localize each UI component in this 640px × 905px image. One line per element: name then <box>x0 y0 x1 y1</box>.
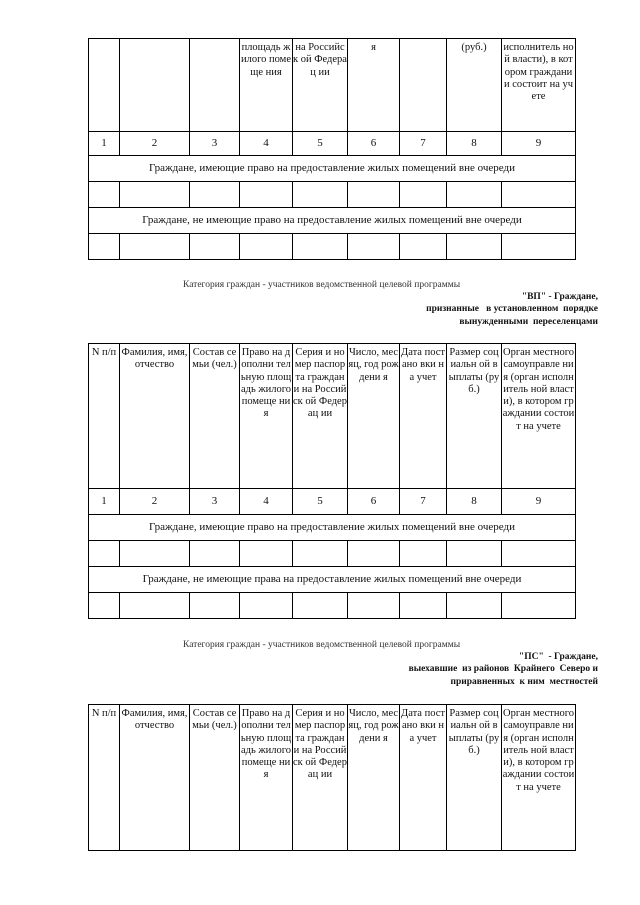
column-number: 7 <box>400 489 447 515</box>
category-description-line: выехавшие из районов Крайнего Северо и <box>408 664 598 674</box>
header-cell: Право на дополни тельную площадь жилого помеще ния <box>240 344 293 489</box>
header-cell: Дата постано вки на учет <box>400 705 447 851</box>
registry-table-vp <box>88 343 576 619</box>
category-description-line: вынужденными переселенцами <box>459 317 598 327</box>
category-code-line: "ПС" - Граждане, <box>518 652 598 662</box>
empty-row <box>89 541 576 567</box>
header-cell: Число, месяц, год рождени я <box>348 705 400 851</box>
header-cell: Право на дополни тельную площадь жилого помеще ния <box>240 705 293 851</box>
category-code-line: "ВП" - Граждане, <box>521 292 598 302</box>
header-cell: (руб.) <box>447 39 502 132</box>
header-cell <box>120 39 190 132</box>
header-cell: Число, месяц, год рождени я <box>348 344 400 489</box>
section-row <box>89 208 576 234</box>
category-description-line: признанные в установленном порядке <box>426 304 598 314</box>
category-intro: Категория граждан - участников ведомственной целевой программы <box>183 640 461 650</box>
category-intro: Категория граждан - участников ведомственной целевой программы <box>183 280 461 290</box>
column-number: 1 <box>89 132 120 156</box>
section-title: Граждане, имеющие право на предоставление жилых помещений вне очереди <box>89 515 576 541</box>
category-description-line: приравненных к ним местностей <box>450 677 598 687</box>
empty-row <box>89 182 576 208</box>
header-cell <box>400 39 447 132</box>
column-number: 4 <box>240 489 293 515</box>
column-number: 2 <box>120 489 190 515</box>
registry-table-ps <box>88 704 576 851</box>
section-title: Граждане, не имеющие право на предоставление жилых помещений вне очереди <box>89 208 576 234</box>
section-row <box>89 515 576 541</box>
header-cell: площадь жилого помеще ния <box>240 39 293 132</box>
column-number: 3 <box>190 489 240 515</box>
header-cell: Орган местного самоуправле ния (орган исполнитель ной власти), в котором граждании состоит на учете <box>502 705 576 851</box>
header-cell: Размер социальн ой выплаты (руб.) <box>447 344 502 489</box>
section-row <box>89 156 576 182</box>
header-cell: исполнитель ной власти), в котором граждании состоит на учете <box>502 39 576 132</box>
header-cell: Дата постано вки на учет <box>400 344 447 489</box>
column-number: 5 <box>293 132 348 156</box>
table-header-row <box>89 39 576 132</box>
section-title: Граждане, не имеющие права на предоставление жилых помещений вне очереди <box>89 567 576 593</box>
column-number: 9 <box>502 489 576 515</box>
header-cell: Серия и номер паспорта граждани на Российск ой Федерац ии <box>293 705 348 851</box>
column-number: 8 <box>447 489 502 515</box>
table-header-row <box>89 344 576 489</box>
header-cell: на Российск ой Федерац ии <box>293 39 348 132</box>
empty-row <box>89 593 576 619</box>
column-number: 5 <box>293 489 348 515</box>
header-cell: Орган местного самоуправле ния (орган исполнитель ной власти), в котором граждании состоит на учете <box>502 344 576 489</box>
column-number-row <box>89 489 576 515</box>
section-row <box>89 567 576 593</box>
header-cell <box>190 39 240 132</box>
column-number: 3 <box>190 132 240 156</box>
header-cell: N п/п <box>89 705 120 851</box>
header-cell: Состав семьи (чел.) <box>190 344 240 489</box>
column-number: 9 <box>502 132 576 156</box>
column-number: 8 <box>447 132 502 156</box>
header-cell <box>89 39 120 132</box>
column-number: 2 <box>120 132 190 156</box>
column-number: 4 <box>240 132 293 156</box>
registry-table-continued <box>88 38 576 260</box>
column-number-row <box>89 132 576 156</box>
header-cell: Фамилия, имя, отчество <box>120 705 190 851</box>
header-cell: N п/п <box>89 344 120 489</box>
column-number: 6 <box>348 132 400 156</box>
section-title: Граждане, имеющие право на предоставление жилых помещений вне очереди <box>89 156 576 182</box>
empty-row <box>89 234 576 260</box>
column-number: 1 <box>89 489 120 515</box>
header-cell: Серия и номер паспорта граждани на Российск ой Федерац ии <box>293 344 348 489</box>
header-cell: я <box>348 39 400 132</box>
header-cell: Фамилия, имя, отчество <box>120 344 190 489</box>
column-number: 7 <box>400 132 447 156</box>
table-header-row <box>89 705 576 851</box>
header-cell: Состав семьи (чел.) <box>190 705 240 851</box>
header-cell: Размер социальн ой выплаты (руб.) <box>447 705 502 851</box>
column-number: 6 <box>348 489 400 515</box>
